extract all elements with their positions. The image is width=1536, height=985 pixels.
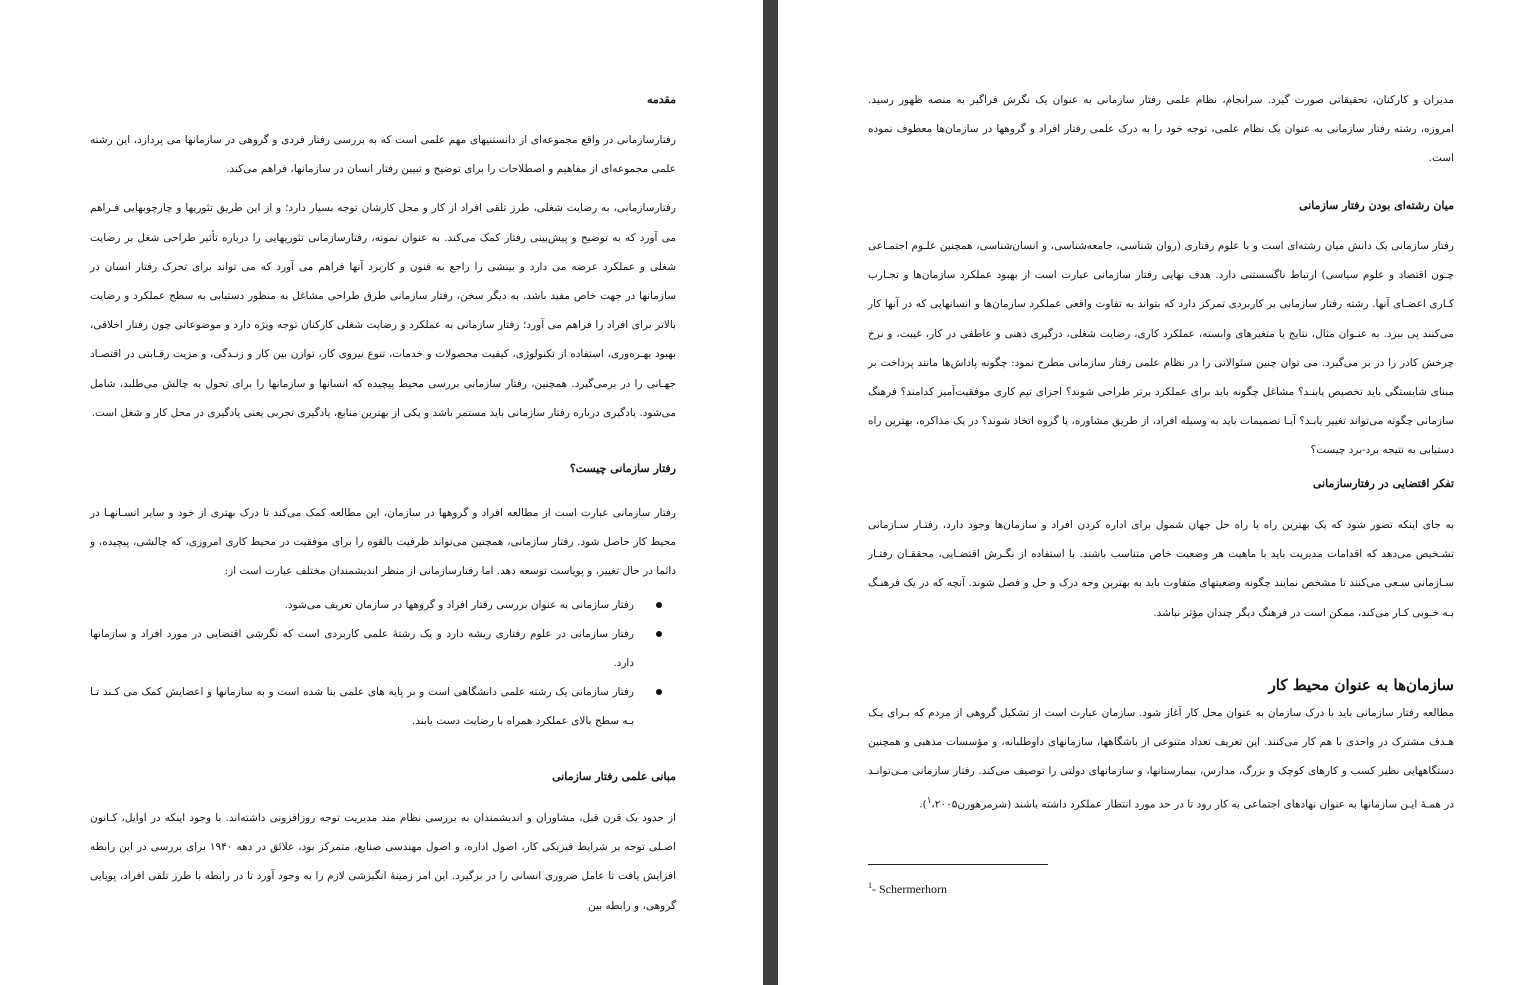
what-paragraph: رفتار سازمانی عبارت است از مطالعه افراد و گروهها در سازمان، این مطالعه کمک می‌کند تا درک بهتری از خود و سایر انسـانهـا در محیط کار حاصل شود. رفتار سازمانی، همچنین می‌تواند ظرفیت بالقوه را برای موفقیت در محیط کاری امروزی، که چالشی، پیچیده، و دائما در حال تغییر، و پویاست توسعه دهد. اما رفتارسازمانی از منظر اندیشمندان مختلف عبارت است از: (90, 507, 676, 578)
workplace-paragraph (868, 699, 1454, 819)
what-heading: رفتار سازمانی چیست؟ (569, 462, 676, 475)
intro-paragraph-2: رفتارسازمانی، به رضایت شغلی، طرز تلقی افراد از کار و محل کارشان توجه بسیار دارد؛ و از این طریق تئوریها و چارچوبهایی فـراهم می آورد که به توضیح و پیش‌بینی رفتار کمک می‌کند. به عنوان نمونه، رفتارسازمانی تئوریهایی را درباره تأثیر طراحی شغل بر رضایت شغلی و عملکرد عرضه می دارد و بینشی را راجع به فنون و کاربرد آنها فراهم می آورد که می تواند برای تحرک رفتار انسان در سازمانها در جهت خاص مفید باشد. به دیگر سخن، رفتار سازمانی طرق طراحی مشاغل به منظور دستیابی به سطح عملکرد و رضایت بالاتر برای افراد را فراهم می آورد؛ رفتار سازمانی به عملکرد و رضایت شغلی کارکنان توجه ویژه دارد و موضوعاتی چون رفتار اخلاقی، بهبود بهـره‌وری، استفاده از تکنولوژی، کیفیت محصولات و خدمات، تنوع نیروی کار، توازن بین کار و زنـدگی، و مزیت رقـابتی در اقتصـاد جهـانی را در برمی‌گیرد. همچنین، رفتار سازمانی بررسی محیط پیچیده که انسانها و سازمانها را برای تحول به چالش می‌طلبد، شامل می‌شود. یادگیری درباره رفتار سازمانی باید مستمر باشد و یکی از بهترین منابع، یادگیری تجربی یعنی یادگیری در محل کار و شغل است. (90, 202, 676, 419)
intro-heading: مقدمه (646, 93, 676, 106)
footnote (868, 881, 947, 897)
left-page (0, 0, 763, 985)
right-page (778, 0, 1536, 985)
list-item: رفتار سازمانی یک رشته علمی دانشگاهی است و بر پایه های علمی بنا شده است و به سازمانها و اعضایش کمک می کـند تـا بـه سطح بالای عملکرد همراه با رضایت دست یابند. (90, 678, 634, 736)
list-item: رفتار سازمانی به عنوان بررسی رفتار افراد و گروهها در سازمان تعریف می‌شود. (90, 591, 634, 620)
right-top-section (868, 86, 1454, 174)
contingency-paragraph: به جای اینکه تصور شود که یک بهترین راه یا راه حل جهان شمول برای اداره کردن افراد و سازمان‌ها وجود دارد، رفتـار سـازمانی تشـخیص می‌دهد که اقدامات مدیریت باید با ماهیت هر وضعیت خاص متناسب باشند. با استفاده از نگـرش اقتضـایی، محققـان رفتـار سـازمانی سـعی می‌کنند تا مشخص نمایند چگونه وضعیتهای متفاوت باید به بهترین وجه درک و حل و فصل شوند. آنچه که در یک فرهنـگ بـه خـوبی کـار می‌کند، ممکن است در فرهنگ دیگر چندان مؤثر نباشد. (868, 519, 1454, 619)
interdisciplinary-heading: میان رشته‌ای بودن رفتار سازمانی (1299, 199, 1454, 212)
workplace-section (868, 673, 1454, 819)
left-column (90, 90, 676, 428)
interdisciplinary-paragraph: رفتار سازمانی یک دانش میان رشته‌ای است و با علوم رفتاری (روان شناسی، جامعه‌شناسی، و انسان‌شناسی، همچنین علـوم اجتمـاعی چـون اقتصاد و علوم سیاسی) ارتباط ناگسستنی دارد. هدف نهایی رفتار سازمانی عبارت است از بهبود عملکرد سازمان‌ها و تجـارب کـاری اعضـای آنها. رشته رفتار سازمانی بر کاربردی تمرکز دارد که بتواند به تفاوت واقعی عملکرد سازمان‌ها و انسانهایی که در آنها کار می‌کنند پی ببرد. به عنـوان مثال، نتایج یا متغیرهای وابسته، عملکرد کاری، رضایت شغلی، درگیری ذهنی و عاطفی در کار، غیبت، و نرخ چرخش کادر را در بر می‌گیرد. می توان چنین سئوالاتی را در نظام علمی رفتار سازمانی مطرح نمود: چگونه پاداش‌ها مانند پرداخت بر مبنای شایستگی باید تخصیص یابنـد؟ مشاغل چگونه باید برای عملکرد برتر طراحی شوند؟ اجزای تیم کاری موفقیت‌آمیز کدامند؟ فرهنگ سازمانی چگونه می‌تواند تغییر یابـد؟ آیـا تصمیمات باید به وسیله افراد، از طریق مشاوره، یا گروه اتخاذ شوند؟ در یک مذاکره، بهترین راه دستیابی به نتیجه برد-برد چیست؟ (868, 240, 1454, 457)
contingency-heading: تفکر اقتضایی در رفتارسازمانی (1312, 477, 1454, 490)
list-item: رفتار سازمانی در علوم رفتاری ریشه دارد و یک رشتهٔ علمی کاربردی است که نگرشی اقتضایی در مورد افراد و سازمانها دارد. (90, 620, 634, 678)
intro-paragraph-1: رفتارسازمانی در واقع مجموعه‌ای از دانستنیهای مهم علمی است که به بررسی رفتار فردی و گروهی در سازمانها می پردازد، این رشته علمی مجموعه‌ای از مفاهیم و اصطلاحات را برای توضیح و تبیین رفتار انسان در سازمانها، فراهم می‌کند. (90, 134, 676, 176)
workplace-heading: سازمان‌ها به عنوان محیط کار (1268, 676, 1454, 694)
interdisciplinary-section (868, 196, 1454, 466)
footnote-text: - Schermerhorn (872, 882, 947, 896)
basics-heading: مبانی علمی رفتار سازمانی (552, 770, 676, 783)
footnote-number: 1 (868, 881, 872, 890)
basics-section (90, 767, 676, 921)
footnote-ref[interactable]: ۱ (926, 795, 932, 806)
workplace-ref-year: ،۲۰۰۵). (919, 798, 958, 811)
what-section (90, 459, 676, 736)
contingency-section (868, 474, 1454, 628)
continuation-paragraph: مدیران و کارکنان، تحقیقاتی صورت گیرد. سرانجام، نظام علمی رفتار سازمانی به عنوان یک نگرش فراگیر به منصه ظهور رسید. امروزه، رشته رفتار سازمانی به عنوان یک نظام علمی، توجه خود را به درک علمی رفتار افراد و گروهها در سازمان‌ها معطوف نموده است. (868, 94, 1455, 165)
definitions-list (90, 591, 676, 736)
workplace-text: مطالعه رفتار سازمانی باید با درک سازمان به عنوان محل کار آغاز شود. سازمان عبارت است از تشکیل گروهی از مردم که بـرای یـک هـدف مشترک در واحدی با هم کار می‌کنند. این تعریف تعداد متنوعی از باشگاهها، سازمانهای داوطلبانه، و مؤسسات مذهبی و همچنین دستگاههایی نظیر کسب و کارهای کوچک و بزرگ، مدارس، بیمارستانها، و سازمانهای دولتی را توصیف می‌کند. رفتار سازمانی مـی‌توانـد در همـهٔ ایـن سازمانها به عنوان نهادهای اجتماعی به کار رود تا در حد مورد انتظار عملکرد داشته باشند (شرمرهورن (868, 707, 1454, 811)
footnote-separator (868, 864, 1048, 865)
basics-paragraph: از حدود یک قرن قبل، مشاوران و اندیشمندان به بررسی نظام مند مدیریت توجه روزافزونی داشته‌اند. با وجود اینکه در اوایل، کـانون اصـلی توجه بر شرایط فیزیکی کار، اصول اداره، و اصول مهندسی صنایع، متمرکز بود، علائق در دهه ۱۹۴۰ برای بررسی در این رابطه افزایش یافت تا عامل ضروری انسانی را در برگیرد. این امر زمینهٔ انگیزشی لازم را به وجود آورد تا در رابطه با طرز تلقی افراد، پویایی گروهی، و رابطه بین (90, 812, 677, 912)
